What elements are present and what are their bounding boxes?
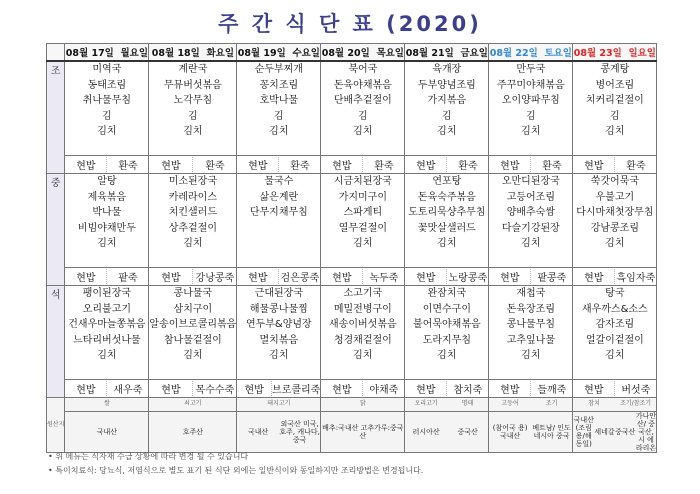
menu-item: 돈육숙주볶음 bbox=[417, 191, 476, 203]
menu-item: 콩계탕 bbox=[600, 64, 630, 75]
menu-item: 꽁치조림 bbox=[259, 79, 299, 91]
origin-value: 국내산 (조림용/해동일) 세네갈 중국산 가나안산/ 중국산,시 에라리온 bbox=[573, 412, 657, 452]
rice-porridge-cell bbox=[65, 268, 149, 286]
menu-item: 알송이브로콜리볶음 bbox=[149, 319, 237, 330]
day-header-sunday: 08월 23일 일요일 bbox=[573, 44, 657, 62]
rice-label: 현밥 bbox=[405, 381, 447, 396]
origin-header: 오리고기 명태 bbox=[405, 398, 489, 412]
menu-cell bbox=[321, 286, 405, 380]
menu-item: 감자조림 bbox=[595, 319, 635, 330]
menu-cell bbox=[149, 174, 237, 268]
menu-item: 김 bbox=[102, 110, 112, 122]
rice-porridge-cell bbox=[405, 156, 489, 174]
menu-cell bbox=[149, 61, 237, 156]
menu-item: 김치 bbox=[97, 350, 117, 361]
rice-porridge-cell bbox=[573, 156, 657, 174]
rice-label: 현밥 bbox=[573, 381, 615, 396]
menu-cell bbox=[65, 286, 149, 380]
menu-item: 김치 bbox=[269, 126, 289, 137]
menu-cell bbox=[489, 286, 573, 380]
day-header-row bbox=[47, 44, 657, 62]
rice-porridge-cell bbox=[321, 268, 405, 286]
menu-item: 김치 bbox=[183, 238, 203, 249]
menu-item: 느타리버섯나물 bbox=[73, 334, 141, 346]
menu-item bbox=[237, 221, 320, 237]
notes bbox=[48, 450, 423, 478]
menu-cell bbox=[405, 286, 489, 380]
rice-label: 현밥 bbox=[149, 269, 193, 284]
menu-item: 만두국 bbox=[516, 64, 546, 75]
menu-cell bbox=[573, 286, 657, 380]
menu-item: 완잠치국 bbox=[427, 288, 467, 299]
porridge-label: 환죽 bbox=[205, 161, 225, 172]
porridge-label: 목수수죽 bbox=[195, 385, 235, 396]
menu-item: 김치 bbox=[437, 238, 457, 249]
menu-item: 다슬기강된장 bbox=[501, 222, 560, 234]
meal-row bbox=[47, 286, 657, 380]
menu-item: 재첩국 bbox=[516, 288, 546, 299]
rice-label: 현밥 bbox=[149, 381, 193, 396]
rice-porridge-cell bbox=[149, 268, 237, 286]
menu-item: 계란국 bbox=[178, 64, 208, 75]
origin-value: 국내산 bbox=[65, 412, 149, 453]
rice-porridge-cell bbox=[405, 380, 489, 398]
menu-item: 메밀전병구이 bbox=[333, 303, 392, 315]
rice-label: 현밥 bbox=[65, 269, 107, 284]
rice-label: 현밥 bbox=[149, 157, 193, 172]
rice-label: 현밥 bbox=[489, 269, 531, 284]
porridge-label: 환죽 bbox=[374, 161, 394, 172]
day-header: 08월 20일 목요일 bbox=[321, 44, 405, 62]
menu-item: 치커리겉절이 bbox=[585, 95, 644, 106]
meal-label: 중 bbox=[47, 174, 65, 286]
menu-item: 근대된장국 bbox=[254, 288, 303, 299]
menu-item: 삶은계란 bbox=[259, 191, 299, 203]
menu-item: 도토리묵샹추무침 bbox=[408, 207, 486, 218]
rice-label: 현밥 bbox=[237, 157, 279, 172]
menu-item: 상추겉절이 bbox=[168, 222, 218, 234]
rice-porridge-row bbox=[47, 268, 657, 286]
rice-porridge-cell bbox=[149, 380, 237, 398]
menu-cell bbox=[405, 61, 489, 156]
menu-cell bbox=[573, 174, 657, 268]
menu-cell bbox=[237, 174, 321, 268]
porridge-label: 환죽 bbox=[626, 161, 646, 172]
rice-porridge-row bbox=[47, 380, 657, 398]
menu-item: 스파게티 bbox=[343, 207, 383, 218]
menu-cell bbox=[489, 61, 573, 156]
menu-item: 미역국 bbox=[92, 64, 122, 75]
menu-item: 북어국 bbox=[348, 64, 378, 75]
rice-label: 현밥 bbox=[321, 381, 363, 396]
corner-cell bbox=[47, 44, 65, 62]
menu-item: 김치 bbox=[183, 126, 203, 137]
menu-item: 김치 bbox=[605, 350, 625, 361]
rice-porridge-cell bbox=[321, 380, 405, 398]
menu-item: 김 bbox=[610, 110, 620, 122]
menu-item: 비빔야채만두 bbox=[77, 222, 136, 234]
menu-item: 알탕 bbox=[97, 176, 117, 187]
porridge-label: 녹두죽 bbox=[369, 273, 399, 284]
rice-porridge-cell bbox=[573, 380, 657, 398]
menu-item: 가지미구이 bbox=[338, 191, 387, 203]
menu-item: 돈육장조림 bbox=[506, 303, 555, 315]
porridge-label: 검은콩죽 bbox=[280, 273, 320, 284]
menu-item: 미소된장국 bbox=[168, 176, 218, 187]
menu-item: 고추잎나물 bbox=[506, 334, 555, 346]
origin-value: 배추:국내산 고추가루:중국산 bbox=[321, 412, 405, 453]
origin-value: 호주산 bbox=[149, 412, 237, 453]
menu-item: 오이양파무침 bbox=[501, 95, 560, 106]
menu-item: 김치 bbox=[353, 126, 373, 137]
origin-value: 국내산 외국산 미국,호주, 캐나다, 중국 bbox=[237, 412, 321, 453]
porridge-label: 들깨죽 bbox=[537, 385, 567, 396]
menu-item: 시금치된장국 bbox=[333, 176, 392, 187]
porridge-label: 환죽 bbox=[290, 161, 310, 172]
porridge-label: 환죽 bbox=[458, 161, 478, 172]
menu-item: 새우까스&소스 bbox=[581, 303, 648, 315]
menu-item: 순두부찌개 bbox=[254, 64, 303, 75]
menu-item: 김치 bbox=[605, 238, 625, 249]
rice-label: 현밥 bbox=[65, 381, 107, 396]
menu-item: 단배추겉절이 bbox=[333, 95, 392, 106]
day-header: 08월 21일 금요일 bbox=[405, 44, 489, 62]
origin-header: 쇠고기 bbox=[149, 398, 237, 412]
rice-label: 현밥 bbox=[321, 157, 363, 172]
menu-item: 건새우마늘쫑볶음 bbox=[68, 319, 146, 330]
porridge-label: 팥죽 bbox=[118, 273, 138, 284]
page-title: 주 간 식 단 표 (2020) bbox=[218, 12, 482, 36]
menu-item: 양배추숙쌈 bbox=[506, 207, 555, 218]
menu-item: 동태조림 bbox=[87, 79, 127, 91]
menu-item: 청경채겉절이 bbox=[333, 334, 392, 346]
rice-porridge-cell bbox=[573, 268, 657, 286]
rice-porridge-cell bbox=[65, 156, 149, 174]
menu-item: 단무지채무침 bbox=[249, 207, 308, 218]
menu-item: 김 bbox=[274, 110, 284, 122]
menu-item: 가지볶음 bbox=[427, 95, 467, 106]
menu-cell bbox=[65, 174, 149, 268]
day-header-saturday: 08월 22일 토요일 bbox=[489, 44, 573, 62]
menu-item: 무뮤버섯볶음 bbox=[163, 79, 222, 91]
origin-header: 닭 bbox=[321, 398, 405, 412]
porridge-label: 흑임자죽 bbox=[616, 273, 656, 284]
porridge-label: 환죽 bbox=[542, 161, 562, 172]
menu-item: 참나물겉절이 bbox=[163, 334, 222, 346]
porridge-label: 버섯죽 bbox=[621, 385, 651, 396]
day-header: 08월 18일 화요일 bbox=[149, 44, 237, 62]
menu-item: 주꾸미야채볶음 bbox=[497, 79, 565, 91]
rice-label: 현밥 bbox=[573, 157, 615, 172]
menu-cell bbox=[321, 174, 405, 268]
rice-label: 현밥 bbox=[65, 157, 107, 172]
menu-item: 팽이된장국 bbox=[82, 288, 132, 299]
menu-item: 우불고기 bbox=[595, 191, 635, 203]
menu-item: 멸치볶음 bbox=[259, 334, 299, 346]
menu-item: 도라지무침 bbox=[422, 334, 471, 346]
menu-item: 연두부&양념장 bbox=[245, 319, 312, 330]
menu-item: 취나물무침 bbox=[82, 95, 132, 106]
rice-label: 현밥 bbox=[489, 157, 531, 172]
menu-item: 김 bbox=[442, 110, 452, 122]
day-header: 08월 19일 수요일 bbox=[237, 44, 321, 62]
menu-item: 물국수 bbox=[264, 176, 294, 187]
menu-item: 병어조림 bbox=[595, 79, 635, 91]
menu-item: 강남콩조림 bbox=[590, 222, 639, 234]
rice-label: 현밥 bbox=[321, 269, 363, 284]
origin-label: 원산지 bbox=[47, 398, 65, 453]
porridge-label: 노랑콩죽 bbox=[448, 273, 488, 284]
rice-porridge-cell bbox=[237, 268, 321, 286]
menu-cell bbox=[405, 174, 489, 268]
porridge-label: 브로콜리죽 bbox=[272, 385, 321, 396]
origin-header-row bbox=[47, 398, 657, 412]
meal-label: 석 bbox=[47, 286, 65, 398]
menu-item: 오리불고기 bbox=[82, 303, 132, 315]
porridge-label: 야채죽 bbox=[369, 385, 399, 396]
porridge-label: 팥콩죽 bbox=[537, 273, 567, 284]
menu-item: 김 bbox=[526, 110, 536, 122]
rice-porridge-cell bbox=[237, 156, 321, 174]
porridge-label: 환죽 bbox=[118, 161, 138, 172]
menu-item: 김치 bbox=[269, 350, 289, 361]
menu-item: 삼치구이 bbox=[173, 303, 213, 315]
menu-cell bbox=[321, 61, 405, 156]
rice-porridge-cell bbox=[321, 156, 405, 174]
menu-cell bbox=[573, 61, 657, 156]
menu-item: 치킨샐러드 bbox=[168, 207, 218, 218]
menu-item: 두부양념조림 bbox=[417, 79, 476, 91]
meal-label: 조 bbox=[47, 61, 65, 174]
origin-value: (참어국 용) 국내산 베트남/ 인도네시아 중국 bbox=[489, 412, 573, 453]
menu-item: 다시마채첫장무침 bbox=[576, 207, 654, 218]
rice-label: 현밥 bbox=[237, 381, 272, 396]
origin-header: 참치 조기/참조기 bbox=[573, 398, 657, 412]
menu-item: 소고기국 bbox=[343, 288, 383, 299]
menu-item: 돈육야채볶음 bbox=[333, 79, 392, 91]
menu-item: 김치 bbox=[97, 126, 117, 137]
menu-item bbox=[237, 236, 320, 252]
origin-value: 러시아산 중국산 bbox=[405, 412, 489, 453]
menu-cell bbox=[489, 174, 573, 268]
rice-label: 현밥 bbox=[405, 157, 447, 172]
menu-item: 노각무침 bbox=[173, 95, 213, 106]
note-line: • 특이치료식: 당뇨식, 저염식으로 별도 표기 된 식단 외에는 일반식이와 동일하지만 조리방법은 변경됩니다. bbox=[48, 466, 424, 475]
meal-body bbox=[47, 61, 657, 398]
menu-item: 해물콩나물찜 bbox=[249, 303, 308, 315]
menu-item: 박나물 bbox=[92, 207, 122, 218]
meal-row bbox=[47, 174, 657, 268]
note-line: • 위 메뉴는 식자재 수급 상황에 따라 변경 될 수 있습니다 bbox=[48, 452, 249, 461]
menu-item: 카레라이스 bbox=[168, 191, 218, 203]
origin-header: 고등어 조기 bbox=[489, 398, 573, 412]
rice-porridge-cell bbox=[489, 380, 573, 398]
origin-value-row bbox=[47, 412, 657, 453]
menu-item: 김치 bbox=[97, 238, 117, 249]
menu-item: 이면수구이 bbox=[422, 303, 471, 315]
menu-item: 제육볶음 bbox=[87, 191, 127, 203]
menu-item: 탕국 bbox=[605, 288, 625, 299]
meal-row bbox=[47, 61, 657, 156]
rice-porridge-cell bbox=[489, 156, 573, 174]
rice-label: 현밥 bbox=[405, 269, 447, 284]
menu-cell bbox=[149, 286, 237, 380]
menu-table bbox=[46, 43, 657, 453]
menu-item: 새송이버섯볶음 bbox=[329, 319, 397, 330]
menu-item: 오만디된장국 bbox=[501, 176, 560, 187]
rice-porridge-cell bbox=[65, 380, 149, 398]
menu-item: 김 bbox=[188, 110, 198, 122]
rice-porridge-cell bbox=[237, 380, 321, 398]
menu-item: 쑥갓어묵국 bbox=[590, 176, 639, 187]
menu-item: 호박나물 bbox=[259, 95, 299, 106]
menu-cell bbox=[65, 61, 149, 156]
porridge-label: 참치죽 bbox=[453, 385, 483, 396]
day-header: 08월 17일 월요일 bbox=[65, 44, 149, 62]
menu-item: 콩나물무침 bbox=[506, 319, 555, 330]
rice-label: 현밥 bbox=[237, 269, 279, 284]
menu-item: 꽃맛살샐러드 bbox=[417, 222, 476, 234]
rice-porridge-cell bbox=[405, 268, 489, 286]
menu-item: 김 bbox=[358, 110, 368, 122]
menu-item: 김치 bbox=[353, 238, 373, 249]
rice-porridge-cell bbox=[489, 268, 573, 286]
menu-item: 김치 bbox=[437, 350, 457, 361]
menu-item: 고등어조림 bbox=[506, 191, 555, 203]
rice-porridge-cell bbox=[149, 156, 237, 174]
rice-porridge-row bbox=[47, 156, 657, 174]
menu-item: 육개장 bbox=[432, 64, 462, 75]
rice-label: 현밥 bbox=[573, 269, 615, 284]
menu-item: 김치 bbox=[605, 126, 625, 137]
menu-item: 연포탕 bbox=[432, 176, 462, 187]
menu-item: 김치 bbox=[437, 126, 457, 137]
menu-item: 김치 bbox=[353, 350, 373, 361]
menu-item: 김치 bbox=[521, 238, 541, 249]
menu-item: 열무겉절이 bbox=[338, 222, 387, 234]
menu-item: 얼갈이겉절이 bbox=[585, 334, 644, 346]
porridge-label: 강낭콩죽 bbox=[195, 273, 235, 284]
rice-label: 현밥 bbox=[489, 381, 531, 396]
menu-cell bbox=[237, 61, 321, 156]
origin-header: 돼지고기 bbox=[237, 398, 321, 412]
menu-item: 김치 bbox=[183, 350, 203, 361]
menu-item: 콩나물국 bbox=[173, 288, 213, 299]
menu-item: 김치 bbox=[521, 126, 541, 137]
menu-item: 불어묵야채볶음 bbox=[413, 319, 481, 330]
menu-item: 김치 bbox=[521, 350, 541, 361]
menu-cell bbox=[237, 286, 321, 380]
origin-header: 쌀 bbox=[65, 398, 149, 412]
porridge-label: 새우죽 bbox=[113, 385, 143, 396]
